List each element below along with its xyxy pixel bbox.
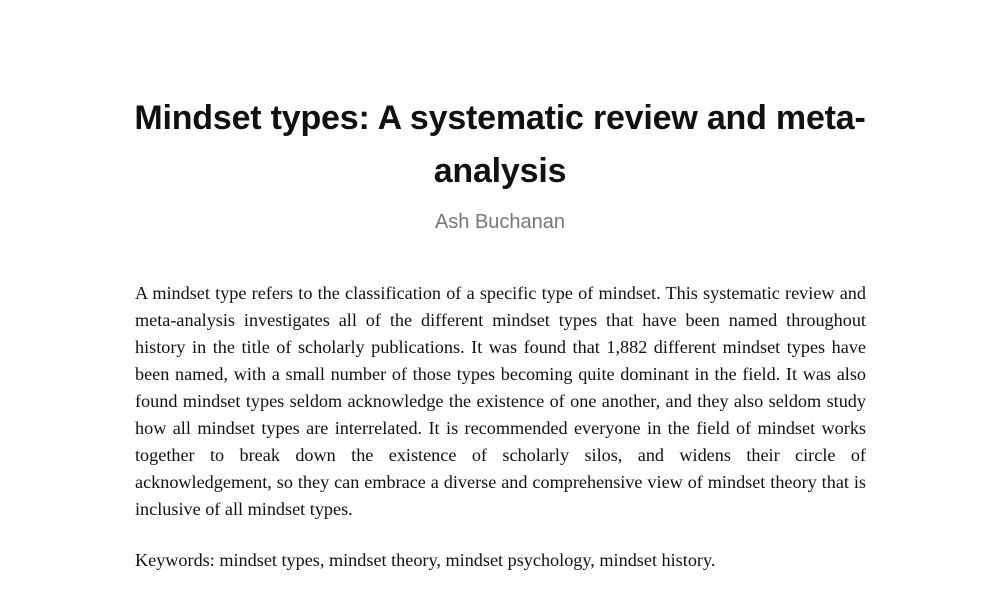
paper-keywords: Keywords: mindset types, mindset theory, mindset psychology, mindset history.: [135, 550, 716, 570]
paper-title: Mindset types: A systematic review and meta-analysis: [134, 99, 866, 190]
paper-author: Ash Buchanan: [434, 211, 566, 233]
paper-abstract: A mindset type refers to the classification of a specific type of mindset. This systematic review and meta-analysis investigates all of the different mindset types that have been named throughout history in the title of scholarly publications. It was found that 1,882 different mindset types have been named, with a small number of those types becoming quite dominant in the field. It was also found mindset types seldom acknowledge the existence of one another, and they also seldom study how all mindset types are interrelated. It is recommended everyone in the field of mindset works together to break down the existence of scholarly silos, and widens their circle of acknowledgement, so they can embrace a diverse and comprehensive view of mindset theory that is inclusive of all mindset types.: [135, 283, 866, 519]
